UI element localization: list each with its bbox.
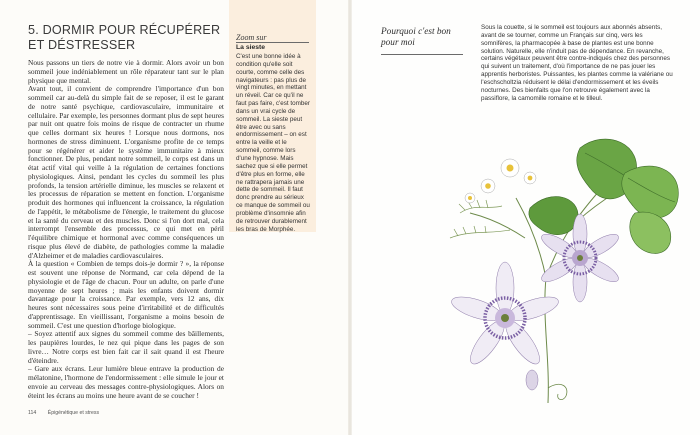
- book-gutter: [348, 0, 352, 435]
- chamomile-flower-icon: [465, 159, 536, 203]
- leaf-icon: [630, 212, 671, 253]
- leaf-icon: [529, 197, 578, 235]
- sidebar-heading: La sieste: [236, 44, 266, 51]
- page-number: 114: [28, 410, 37, 416]
- botanical-illustration: [430, 118, 685, 408]
- sidebar-text: C'est une bonne idée à condition qu'elle soit courte, comme celle des navigateurs : pas plus de vingt minutes, en mettant un réveil. Car ce qu'il ne faut pas faire, c'est tomber dans un vrai cycle de sommeil. La sieste peut être avec ou sans endormissement – on est entre la veille et le sommeil, comme lors d'une hypnose. Mais sachez que si elle permet d'être plus en forme, elle ne rattrapera jamais une dette de sommeil. Il faut donc prendre au sérieux ce manque de sommeil ou problème d'insomnie afin de retrouver durablement les bras de Morphée.: [236, 53, 311, 233]
- pull-title: Pourquoi c'est bon pour moi: [381, 27, 451, 48]
- footer-section-title: Épigénétique et stress: [47, 410, 100, 416]
- body-paragraph: Nous passons un tiers de notre vie à dormir. Alors avoir un bon sommeil joue indéniablement un rôle réparateur tant sur le plan physique que mental.: [28, 58, 224, 85]
- leaf-icon: [622, 166, 679, 218]
- right-page-text: Sous la couette, si le sommeil est toujours aux abonnés absents, avant de se tourner, comme un Français sur cinq, vers les somnifères, la pharmacopée à base de plantes est une bonne solution. Naturelle, elle n'induit pas de dépendance. En revanche, certains végétaux peuvent être contre-indiqués chez des personnes qui suivent un traitement, d'où l'importance de ne pas jouer les apprentis herboristes. Puissantes, les plantes comme la valériane ou l'eschscholtzia réduisent le délai d'endormissement et les éveils nocturnes. Des bienfaits que l'on retrouve également avec la passiflore, la camomille romaine et le tilleul.: [481, 24, 673, 102]
- body-paragraph: À la question « Combien de temps dois-je dormir ? », la réponse est souvent une réponse de Normand, car cela dépend de la physiologie et de l'âge de chacun. Pour un adulte, on parle d'une moyenne de sept heures ; mais les enfants doivent dormir davantage pour la croissance. Par exemple, vers 12 ans, dix heures sont nécessaires sous peine d'irritabilité et de difficultés d'apprentissage. En vieillissant, l'organisme a moins besoin de sommeil. C'est une question d'horloge biologique.: [28, 259, 224, 330]
- chamomile-foliage-icon: [450, 200, 510, 238]
- zoom-label: Zoom sur: [236, 33, 267, 42]
- page-footer: [28, 410, 99, 416]
- chapter-title: [28, 23, 228, 52]
- chapter-title-line1: 5. DORMIR POUR RÉCUPÉRER: [28, 23, 221, 37]
- chapter-title-line2: ET DÉSTRESSER: [28, 37, 136, 52]
- bud-icon: [526, 370, 567, 400]
- body-paragraph: – Soyez attentif aux signes du sommeil comme des bâillements, les paupières lourdes, le nez qui pique dans les pages de son livre… Notre corps est bien fait car il sait quand il est l'heure d'éteindre.: [28, 329, 224, 365]
- body-text: [28, 59, 224, 400]
- zoom-divider: [236, 42, 309, 43]
- body-paragraph: Avant tout, il convient de comprendre l'importance d'un bon sommeil car au-delà du simple fait de se reposer, il est le garant de notre santé psychique, cardiovasculaire, immunitaire et cellulaire. Par exemple, les personnes dormant plus de sept heures par nuit ont quatre fois moins de risque de contracter un rhume que celles dormant six heures ! Lorsque nous dormons, nos hormones de stress diminuent. L'organisme profite de ce temps pour se régénérer et aider le système immunitaire à mieux fonctionner. De plus, pendant notre sommeil, le corps est dans un état actif vital qui veille à la régulation de certaines fonctions physiologiques. Ainsi, pendant les cycles du sommeil les plus profonds, la tension artérielle diminue, les muscles se relaxent et les processus de réparation se mettent en fonction. L'organisme produit des hormones qui influencent la croissance, la régulation de l'appétit, le métabolisme de l'énergie, le traitement du glucose et la santé du cerveau et des muscles. Donc si l'on dort mal, cela interrompt l'ensemble des processus, ce qui met en péril l'équilibre chimique et hormonal avec comme conséquences un risque plus élevé de diabète, de pathologies comme la maladie d'Alzheimer et de maladies cardiovasculaires.: [28, 84, 224, 260]
- pull-title-divider: [381, 54, 463, 55]
- body-paragraph: – Gare aux écrans. Leur lumière bleue entrave la production de mélatonine, l'hormone de l'endormissement : elle simule le jour et envoie au cerveau des messages contre-physiologiques. Alors on éteint les écrans au moins une heure avant de se coucher !: [28, 364, 224, 400]
